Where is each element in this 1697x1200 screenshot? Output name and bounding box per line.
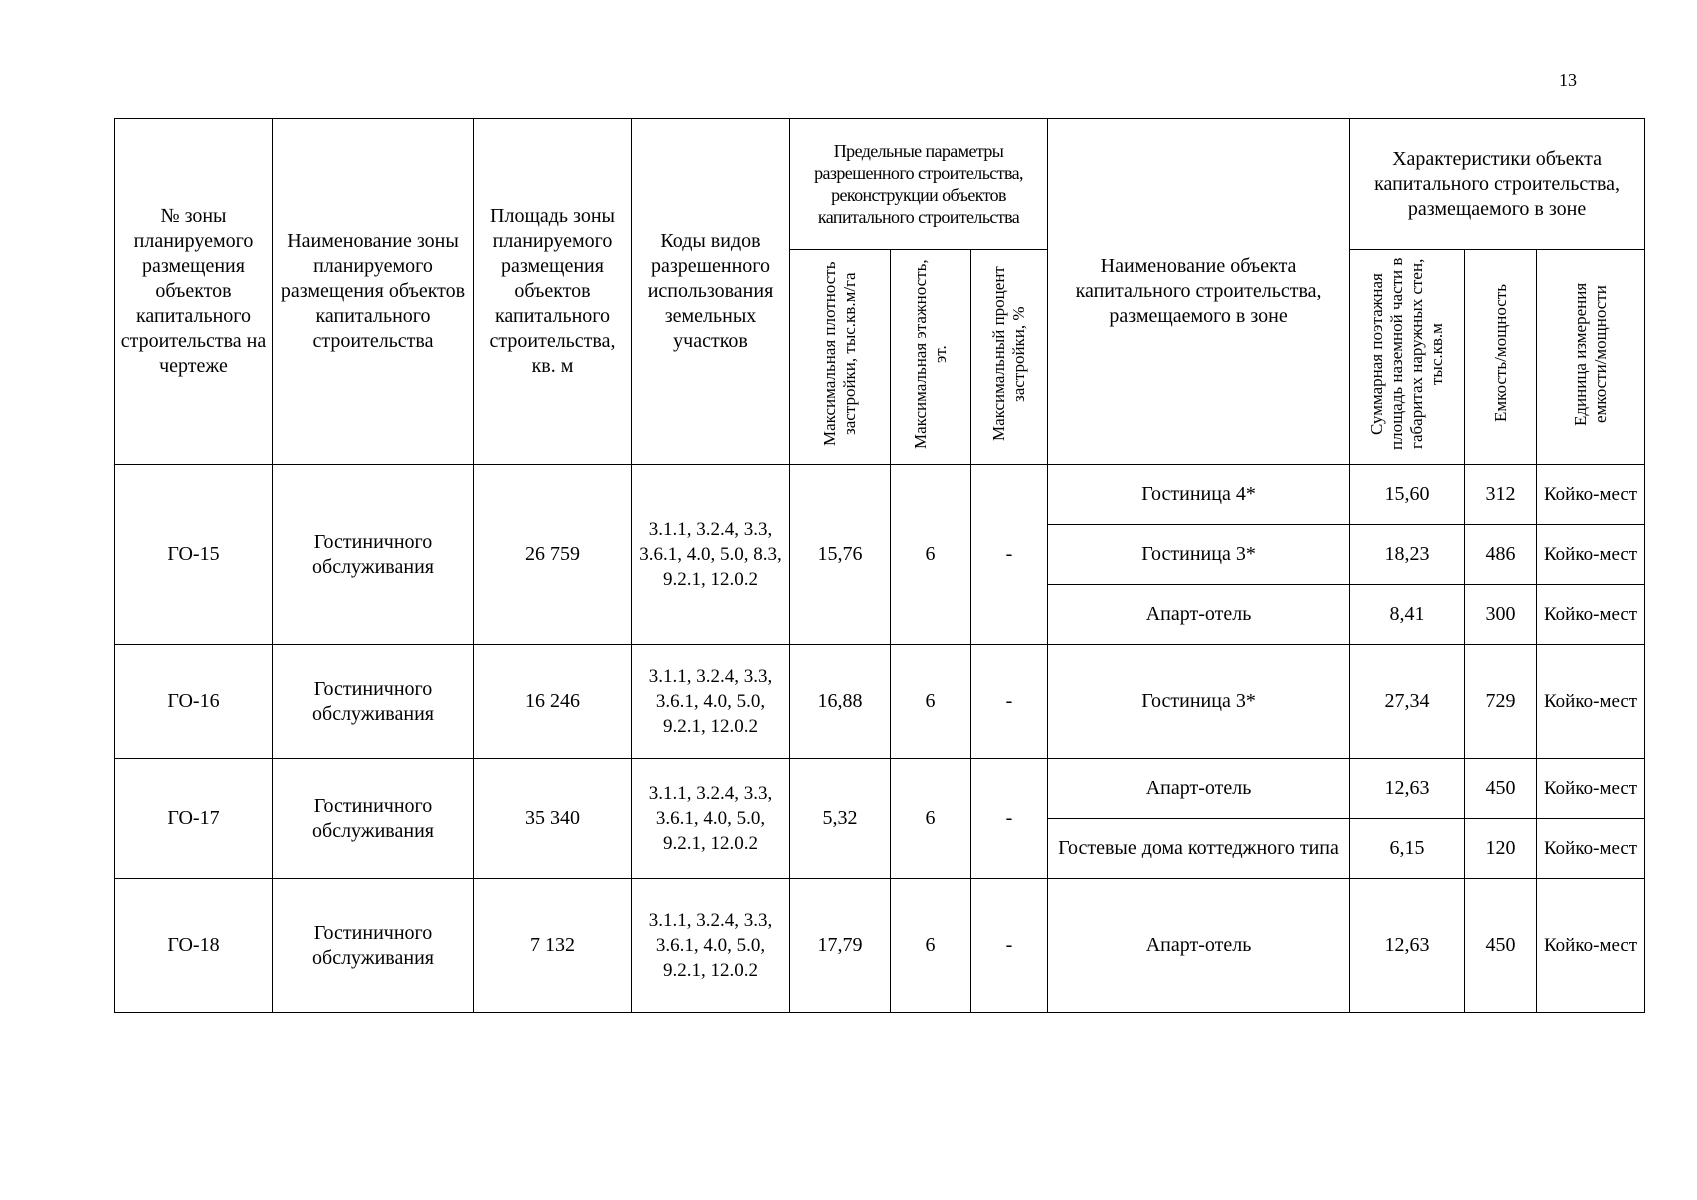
object-unit: Койко-мест — [1537, 879, 1645, 1013]
header-total-area: Суммарная поэтажная площадь наземной части в габаритах наружных стен, тыс.кв.м — [1367, 257, 1447, 450]
zone-id: ГО-15 — [115, 465, 273, 645]
header-capacity-cell — [1465, 250, 1537, 465]
zone-codes: 3.1.1, 3.2.4, 3.3, 3.6.1, 4.0, 5.0, 9.2.1, 12.0.2 — [632, 759, 790, 879]
object-name: Гостиница 4* — [1048, 465, 1350, 525]
zone-percent: - — [971, 879, 1048, 1013]
zone-codes: 3.1.1, 3.2.4, 3.3, 3.6.1, 4.0, 5.0, 9.2.1, 12.0.2 — [632, 645, 790, 759]
header-max-percent-cell — [971, 250, 1048, 465]
object-capacity: 300 — [1465, 585, 1537, 645]
object-name: Апарт-отель — [1048, 879, 1350, 1013]
zones-table — [114, 118, 1645, 1013]
object-name: Гостиница 3* — [1048, 525, 1350, 585]
zone-name: Гостиничного обслуживания — [273, 465, 474, 645]
table-row — [115, 645, 1645, 759]
zone-floors: 6 — [891, 465, 971, 645]
object-area: 12,63 — [1350, 879, 1465, 1013]
object-capacity: 450 — [1465, 879, 1537, 1013]
object-capacity: 450 — [1465, 759, 1537, 819]
header-unit-cell — [1537, 250, 1645, 465]
header-capacity: Емкость/мощность — [1490, 284, 1510, 423]
header-characteristics-group: Характеристики объекта капитального строительства, размещаемого в зоне — [1350, 119, 1645, 250]
header-row-1 — [115, 119, 1645, 250]
object-unit: Койко-мест — [1537, 819, 1645, 879]
header-zone-area: Площадь зоны планируемого размещения объектов капитального строительства, кв. м — [474, 119, 632, 465]
object-name: Апарт-отель — [1048, 585, 1350, 645]
object-area: 12,63 — [1350, 759, 1465, 819]
zone-density: 15,76 — [790, 465, 891, 645]
zone-density: 5,32 — [790, 759, 891, 879]
object-name: Апарт-отель — [1048, 759, 1350, 819]
object-unit: Койко-мест — [1537, 465, 1645, 525]
table-row — [115, 465, 1645, 525]
object-unit: Койко-мест — [1537, 645, 1645, 759]
header-zone-no: № зоны планируемого размещения объектов капитального строительства на чертеже — [115, 119, 273, 465]
zone-name: Гостиничного обслуживания — [273, 879, 474, 1013]
header-max-floors: Максимальная этажность, эт. — [910, 258, 950, 449]
zone-percent: - — [971, 645, 1048, 759]
header-total-area-cell — [1350, 250, 1465, 465]
object-capacity: 486 — [1465, 525, 1537, 585]
zone-id: ГО-17 — [115, 759, 273, 879]
zone-floors: 6 — [891, 759, 971, 879]
zone-id: ГО-16 — [115, 645, 273, 759]
header-object-name: Наименование объекта капитального строительства, размещаемого в зоне — [1048, 119, 1350, 465]
zone-name: Гостиничного обслуживания — [273, 645, 474, 759]
zone-area: 35 340 — [474, 759, 632, 879]
object-area: 8,41 — [1350, 585, 1465, 645]
zone-density: 17,79 — [790, 879, 891, 1013]
object-name: Гостевые дома коттеджного типа — [1048, 819, 1350, 879]
zone-area: 16 246 — [474, 645, 632, 759]
zone-codes: 3.1.1, 3.2.4, 3.3, 3.6.1, 4.0, 5.0, 8.3, 9.2.1, 12.0.2 — [632, 465, 790, 645]
object-capacity: 312 — [1465, 465, 1537, 525]
table-header — [115, 119, 1645, 465]
zone-percent: - — [971, 465, 1048, 645]
zones-table-container — [114, 118, 1644, 1013]
header-max-density: Максимальная плотность застройки, тыс.кв.м/га — [820, 261, 859, 446]
zone-id: ГО-18 — [115, 879, 273, 1013]
page-number: 13 — [1559, 70, 1577, 90]
object-unit: Койко-мест — [1537, 759, 1645, 819]
object-capacity: 729 — [1465, 645, 1537, 759]
header-codes: Коды видов разрешенного использования земельных участков — [632, 119, 790, 465]
table-row — [115, 879, 1645, 1013]
header-max-density-cell — [790, 250, 891, 465]
object-area: 15,60 — [1350, 465, 1465, 525]
table-row — [115, 759, 1645, 819]
zone-floors: 6 — [891, 879, 971, 1013]
object-capacity: 120 — [1465, 819, 1537, 879]
zone-codes: 3.1.1, 3.2.4, 3.3, 3.6.1, 4.0, 5.0, 9.2.1, 12.0.2 — [632, 879, 790, 1013]
object-area: 6,15 — [1350, 819, 1465, 879]
zone-percent: - — [971, 759, 1048, 879]
object-unit: Койко-мест — [1537, 585, 1645, 645]
zone-density: 16,88 — [790, 645, 891, 759]
zone-area: 26 759 — [474, 465, 632, 645]
object-area: 18,23 — [1350, 525, 1465, 585]
header-max-floors-cell — [891, 250, 971, 465]
header-limits-group: Предельные параметры разрешенного строительства, реконструкции объектов капитального строительства — [790, 119, 1048, 250]
table-body — [115, 465, 1645, 1013]
header-zone-name: Наименование зоны планируемого размещения объектов капитального строительства — [273, 119, 474, 465]
object-area: 27,34 — [1350, 645, 1465, 759]
zone-name: Гостиничного обслуживания — [273, 759, 474, 879]
object-unit: Койко-мест — [1537, 525, 1645, 585]
zone-floors: 6 — [891, 645, 971, 759]
header-max-percent: Максимальный процент застройки, % — [989, 266, 1029, 441]
header-unit: Единица измерения емкости/мощности — [1570, 281, 1610, 426]
zone-area: 7 132 — [474, 879, 632, 1013]
object-name: Гостиница 3* — [1048, 645, 1350, 759]
